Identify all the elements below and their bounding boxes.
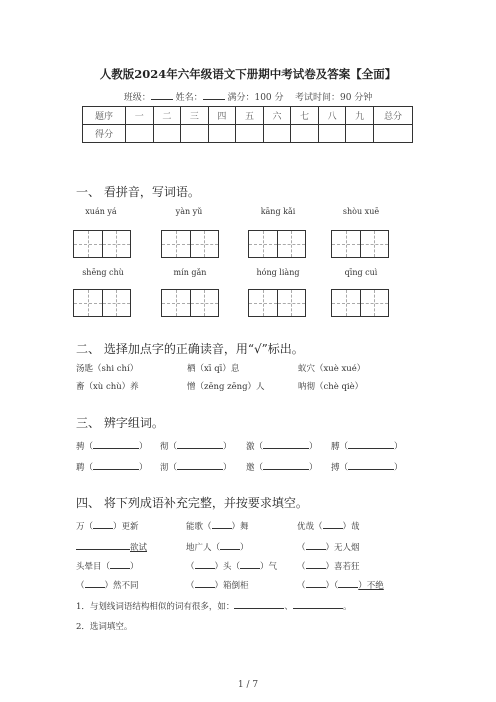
- close-paren: ）: [309, 442, 318, 452]
- char-label: 激（: [246, 442, 264, 452]
- word-group-item: [331, 440, 403, 452]
- reading-item[interactable]: 汤匙（shi chí）: [76, 364, 139, 374]
- idiom-item: [297, 520, 360, 532]
- word-group-item: [246, 440, 318, 452]
- score-cell[interactable]: [346, 125, 374, 143]
- section-4-heading: 四、 将下列成语补充完整，并按要求填空。: [76, 496, 308, 510]
- score-cell[interactable]: [153, 125, 181, 143]
- score-cell[interactable]: [208, 125, 236, 143]
- idiom-text: ）舞: [231, 522, 249, 532]
- idiom-text: ）: [240, 543, 249, 553]
- idiom-item: [76, 579, 139, 591]
- idiom-blank[interactable]: [338, 587, 358, 588]
- score-cell[interactable]: [126, 125, 154, 143]
- idiom-text: ）箱倒柜: [214, 581, 249, 591]
- idiom-blank[interactable]: [220, 549, 240, 550]
- idiom-item: [297, 541, 360, 553]
- score-header-cell: 七: [291, 107, 319, 125]
- answer-blank[interactable]: [348, 469, 394, 470]
- question-1: [76, 600, 351, 612]
- char-label: 邀（: [246, 463, 264, 473]
- char-label: 彻（: [160, 442, 178, 452]
- score-header-cell: 九: [346, 107, 374, 125]
- score-cell[interactable]: [291, 125, 319, 143]
- reading-item[interactable]: 憎（zēng zēng）人: [187, 382, 265, 392]
- idiom-item: [297, 579, 384, 591]
- idiom-blank[interactable]: [76, 549, 130, 550]
- period: 。: [342, 602, 352, 612]
- word-group-item: [76, 461, 148, 473]
- word-group-item: [160, 440, 232, 452]
- idiom-item: [76, 541, 147, 553]
- full-score: 满分：100 分: [227, 93, 284, 103]
- class-label: 班级：: [123, 93, 151, 103]
- idiom-blank[interactable]: [212, 528, 232, 529]
- idiom-text: ）然不同: [104, 581, 139, 591]
- grid-cell[interactable]: [162, 231, 191, 257]
- answer-blank[interactable]: [263, 469, 309, 470]
- idiom-text: （: [186, 562, 195, 572]
- char-label: 搏（: [331, 463, 349, 473]
- answer-blank[interactable]: [234, 608, 284, 609]
- pinyin-label: xuán yá: [85, 207, 117, 216]
- writing-grid[interactable]: [73, 230, 131, 258]
- grid-cell[interactable]: [278, 231, 306, 257]
- page-number: 1 / 7: [237, 680, 259, 690]
- grid-cell[interactable]: [332, 290, 361, 316]
- class-blank[interactable]: [151, 90, 173, 100]
- exam-info: [0, 90, 496, 103]
- pinyin-label: hóng liàng: [256, 268, 300, 277]
- idiom-text: 能歌（: [186, 522, 212, 532]
- pinyin-label: qīng cuì: [344, 268, 378, 277]
- name-label: 姓名：: [175, 93, 203, 103]
- section-2-heading: 二、 选择加点字的正确读音，用“√”标出。: [76, 342, 304, 356]
- grid-cell[interactable]: [74, 290, 103, 316]
- grid-cell[interactable]: [191, 231, 219, 257]
- close-paren: ）: [394, 463, 403, 473]
- idiom-blank[interactable]: [110, 568, 130, 569]
- grid-cell[interactable]: [103, 231, 131, 257]
- idiom-text: ）（: [325, 581, 339, 591]
- idiom-blank[interactable]: [306, 568, 326, 569]
- idiom-blank[interactable]: [240, 568, 260, 569]
- idiom-text: 欲试: [130, 543, 148, 553]
- grid-cell[interactable]: [191, 290, 219, 316]
- idiom-item: [186, 579, 249, 591]
- writing-grid[interactable]: [331, 289, 389, 317]
- idiom-text: 优哉（: [297, 522, 323, 532]
- idiom-item: [76, 520, 139, 532]
- idiom-blank[interactable]: [306, 549, 326, 550]
- word-group-item: [246, 461, 318, 473]
- writing-grid[interactable]: [248, 289, 306, 317]
- idiom-text: 头晕目（: [76, 562, 111, 572]
- score-row-label: 得分: [83, 125, 126, 143]
- score-header-cell: 总分: [374, 107, 413, 125]
- idiom-text: ）喜若狂: [325, 562, 360, 572]
- question-2: 2．选词填空。: [76, 622, 133, 632]
- grid-cell[interactable]: [361, 290, 389, 316]
- writing-grid[interactable]: [161, 230, 219, 258]
- score-table-score-row: [83, 125, 413, 143]
- char-label: 骋（: [76, 442, 94, 452]
- idiom-text: 地广人（: [186, 543, 221, 553]
- pinyin-label: kāng kǎi: [260, 207, 296, 216]
- idiom-blank[interactable]: [93, 528, 113, 529]
- writing-grid[interactable]: [161, 289, 219, 317]
- idiom-blank[interactable]: [85, 587, 105, 588]
- answer-blank[interactable]: [348, 448, 394, 449]
- idiom-blank[interactable]: [195, 568, 215, 569]
- score-table-header-row: [83, 107, 413, 125]
- answer-blank[interactable]: [293, 608, 343, 609]
- reading-item[interactable]: 栖（xī qī）息: [187, 364, 240, 374]
- writing-grid[interactable]: [73, 289, 131, 317]
- idiom-text: ）: [130, 562, 139, 572]
- answer-blank[interactable]: [177, 448, 223, 449]
- idiom-text: （: [297, 581, 306, 591]
- char-label: 聘（: [76, 463, 94, 473]
- idiom-item: [186, 560, 277, 572]
- score-header-cell: 三: [181, 107, 209, 125]
- pinyin-label: shēng chù: [82, 268, 124, 277]
- pinyin-label: shòu xuē: [342, 207, 380, 216]
- close-paren: ）: [223, 442, 232, 452]
- page-title: 人教版2024年六年级语文下册期中考试卷及答案【全面】: [99, 67, 397, 81]
- idiom-blank[interactable]: [323, 528, 343, 529]
- idiom-text: ）头（: [214, 562, 241, 572]
- name-blank[interactable]: [203, 90, 225, 100]
- grid-cell[interactable]: [361, 231, 389, 257]
- idiom-item: [186, 520, 249, 532]
- score-header-cell: 六: [263, 107, 291, 125]
- idiom-text: ）无人烟: [325, 543, 360, 553]
- score-header-cell: 题序: [83, 107, 126, 125]
- writing-grid[interactable]: [331, 230, 389, 258]
- score-cell[interactable]: [374, 125, 413, 143]
- writing-grid[interactable]: [248, 230, 306, 258]
- grid-cell[interactable]: [74, 231, 103, 257]
- reading-item[interactable]: 蚁穴（xuè xué）: [298, 364, 366, 374]
- word-group-item: [76, 440, 148, 452]
- char-label: 膊（: [331, 442, 349, 452]
- score-cell[interactable]: [181, 125, 209, 143]
- score-cell[interactable]: [263, 125, 291, 143]
- idiom-blank[interactable]: [195, 587, 215, 588]
- idiom-blank[interactable]: [306, 587, 326, 588]
- idiom-item: [76, 560, 139, 572]
- answer-blank[interactable]: [263, 448, 309, 449]
- question-text: 1．与划线词语结构相似的词有很多，如：: [76, 602, 235, 612]
- grid-cell[interactable]: [162, 290, 191, 316]
- answer-blank[interactable]: [93, 469, 139, 470]
- idiom-text: ）气: [260, 562, 278, 572]
- close-paren: ）: [139, 463, 148, 473]
- answer-blank[interactable]: [93, 448, 139, 449]
- close-paren: ）: [309, 463, 318, 473]
- section-3-heading: 三、 辨字组词。: [76, 416, 164, 430]
- grid-cell[interactable]: [278, 290, 306, 316]
- close-paren: ）: [139, 442, 148, 452]
- idiom-text: ）哉: [342, 522, 360, 532]
- score-header-cell: 二: [153, 107, 181, 125]
- score-cell[interactable]: [318, 125, 346, 143]
- score-header-cell: 四: [208, 107, 236, 125]
- grid-cell[interactable]: [249, 231, 278, 257]
- score-header-cell: 一: [126, 107, 154, 125]
- reading-item[interactable]: 畜（xù chù）养: [76, 382, 139, 392]
- score-header-cell: 五: [236, 107, 264, 125]
- section-1-heading: 一、 看拼音，写词语。: [76, 185, 200, 199]
- pinyin-label: mín gǎn: [173, 268, 207, 277]
- score-header-cell: 八: [318, 107, 346, 125]
- grid-cell[interactable]: [332, 231, 361, 257]
- separator: 、: [284, 602, 293, 612]
- word-group-item: [160, 461, 232, 473]
- close-paren: ）: [223, 463, 232, 473]
- idiom-item: [186, 541, 249, 553]
- idiom-text: （: [186, 581, 195, 591]
- word-group-item: [331, 461, 403, 473]
- pinyin-label: yàn yǔ: [175, 207, 203, 216]
- score-table: [82, 106, 413, 143]
- idiom-text: ）更新: [113, 522, 139, 532]
- idiom-item: [297, 560, 360, 572]
- idiom-text: （: [76, 581, 85, 591]
- idiom-text: 万（: [76, 522, 94, 532]
- idiom-text: ）不绝: [358, 581, 384, 591]
- grid-cell[interactable]: [249, 290, 278, 316]
- reading-item[interactable]: 呐彻（chè qiè）: [298, 382, 364, 392]
- answer-blank[interactable]: [177, 469, 223, 470]
- idiom-text: （: [297, 543, 306, 553]
- exam-time: 考试时间：90 分钟: [294, 93, 373, 103]
- char-label: 沏（: [160, 463, 178, 473]
- idiom-text: （: [297, 562, 306, 572]
- grid-cell[interactable]: [103, 290, 131, 316]
- close-paren: ）: [394, 442, 403, 452]
- score-cell[interactable]: [236, 125, 264, 143]
